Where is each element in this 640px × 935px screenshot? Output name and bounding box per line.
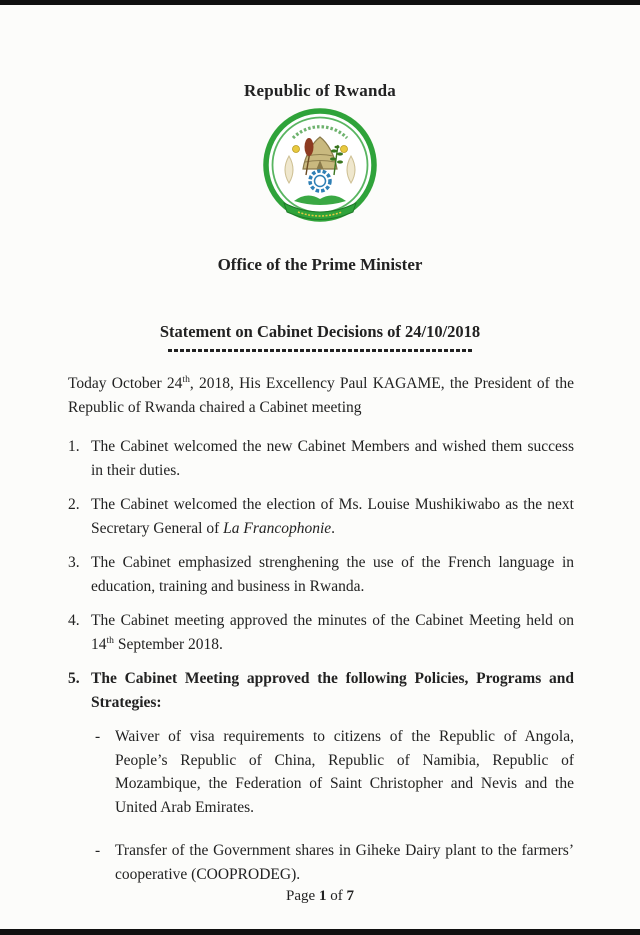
list-text-plain: The Cabinet welcomed the election of Ms. Louise Mushikiwabo as the next Secretary General of: [91, 496, 574, 537]
list-text-plain: .: [331, 519, 336, 537]
dashed-underline: [168, 349, 472, 352]
footer-page-total: 7: [346, 888, 354, 904]
footer-label: Page: [286, 888, 319, 904]
list-item-3: [68, 551, 574, 598]
ordinal-superscript: th: [106, 634, 114, 646]
emblem-cog: [310, 171, 330, 191]
country-header: Republic of Rwanda: [244, 81, 396, 100]
sub-bullet-text: Waiver of visa requirements to citizens of the Republic of Angola, People’s Republic of China, Republic of Namibia, Republic of Mozambique, the Federation of Saint Christopher and Nevis and the United Arab Emirates.: [115, 728, 574, 816]
emblem-sun-left-icon: [293, 146, 300, 153]
list-text-plain: September 2018.: [113, 635, 223, 653]
office-header: Office of the Prime Minister: [217, 255, 423, 274]
ordinal-superscript: th: [182, 373, 190, 385]
footer-page-number: 1: [318, 888, 327, 904]
list-text: [91, 609, 574, 656]
list-text: The Cabinet welcomed the new Cabinet Members and wished them success in their duties.: [91, 438, 574, 479]
list-text-italic: La Francophonie: [223, 519, 332, 537]
list-text: The Cabinet Meeting approved the following Policies, Programs and Strategies:: [91, 670, 574, 711]
list-item-2: [68, 493, 574, 540]
list-number: 3.: [68, 554, 80, 571]
footer-label: of: [326, 888, 347, 904]
dash-bullet: -: [95, 842, 101, 859]
list-text: [91, 493, 574, 540]
document-title: Statement on Cabinet Decisions of 24/10/2018: [159, 322, 481, 341]
intro-text: Today October 24: [68, 375, 183, 392]
list-item-4: [68, 609, 574, 656]
list-number: 2.: [68, 496, 80, 513]
sub-bullet-1: [95, 725, 574, 819]
list-item-5: [68, 667, 574, 714]
scan-edge-bottom: [0, 929, 640, 935]
list-number: 1.: [68, 438, 80, 455]
emblem-sun-right-icon: [341, 146, 348, 153]
title-block: [0, 322, 640, 352]
scan-edge-top: [0, 0, 640, 5]
dash-bullet: -: [95, 728, 101, 745]
intro-paragraph: [68, 372, 574, 419]
list-number: 4.: [68, 612, 80, 629]
list-item-1: [68, 435, 574, 482]
list-text: The Cabinet emphasized strenghening the use of the French language in education, training and business in Rwanda.: [91, 554, 574, 595]
emblem-sorghum-head: [305, 138, 314, 156]
list-number: 5.: [68, 670, 80, 687]
sub-bullet-2: [95, 839, 574, 886]
page-footer: [0, 888, 640, 905]
rwanda-coat-of-arms-icon: [259, 104, 381, 234]
document-body: [68, 372, 574, 904]
sub-bullet-text: Transfer of the Government shares in Giheke Dairy plant to the farmers’ cooperative (COOPRODEG).: [115, 842, 574, 883]
intro-text-cont: , 2018, His Excellency Paul KAGAME, the President of the Republic of Rwanda chaired a Cabinet meeting: [68, 375, 575, 416]
list-text-plain: The Cabinet meeting approved the minutes of the Cabinet Meeting held on 14: [91, 612, 574, 653]
